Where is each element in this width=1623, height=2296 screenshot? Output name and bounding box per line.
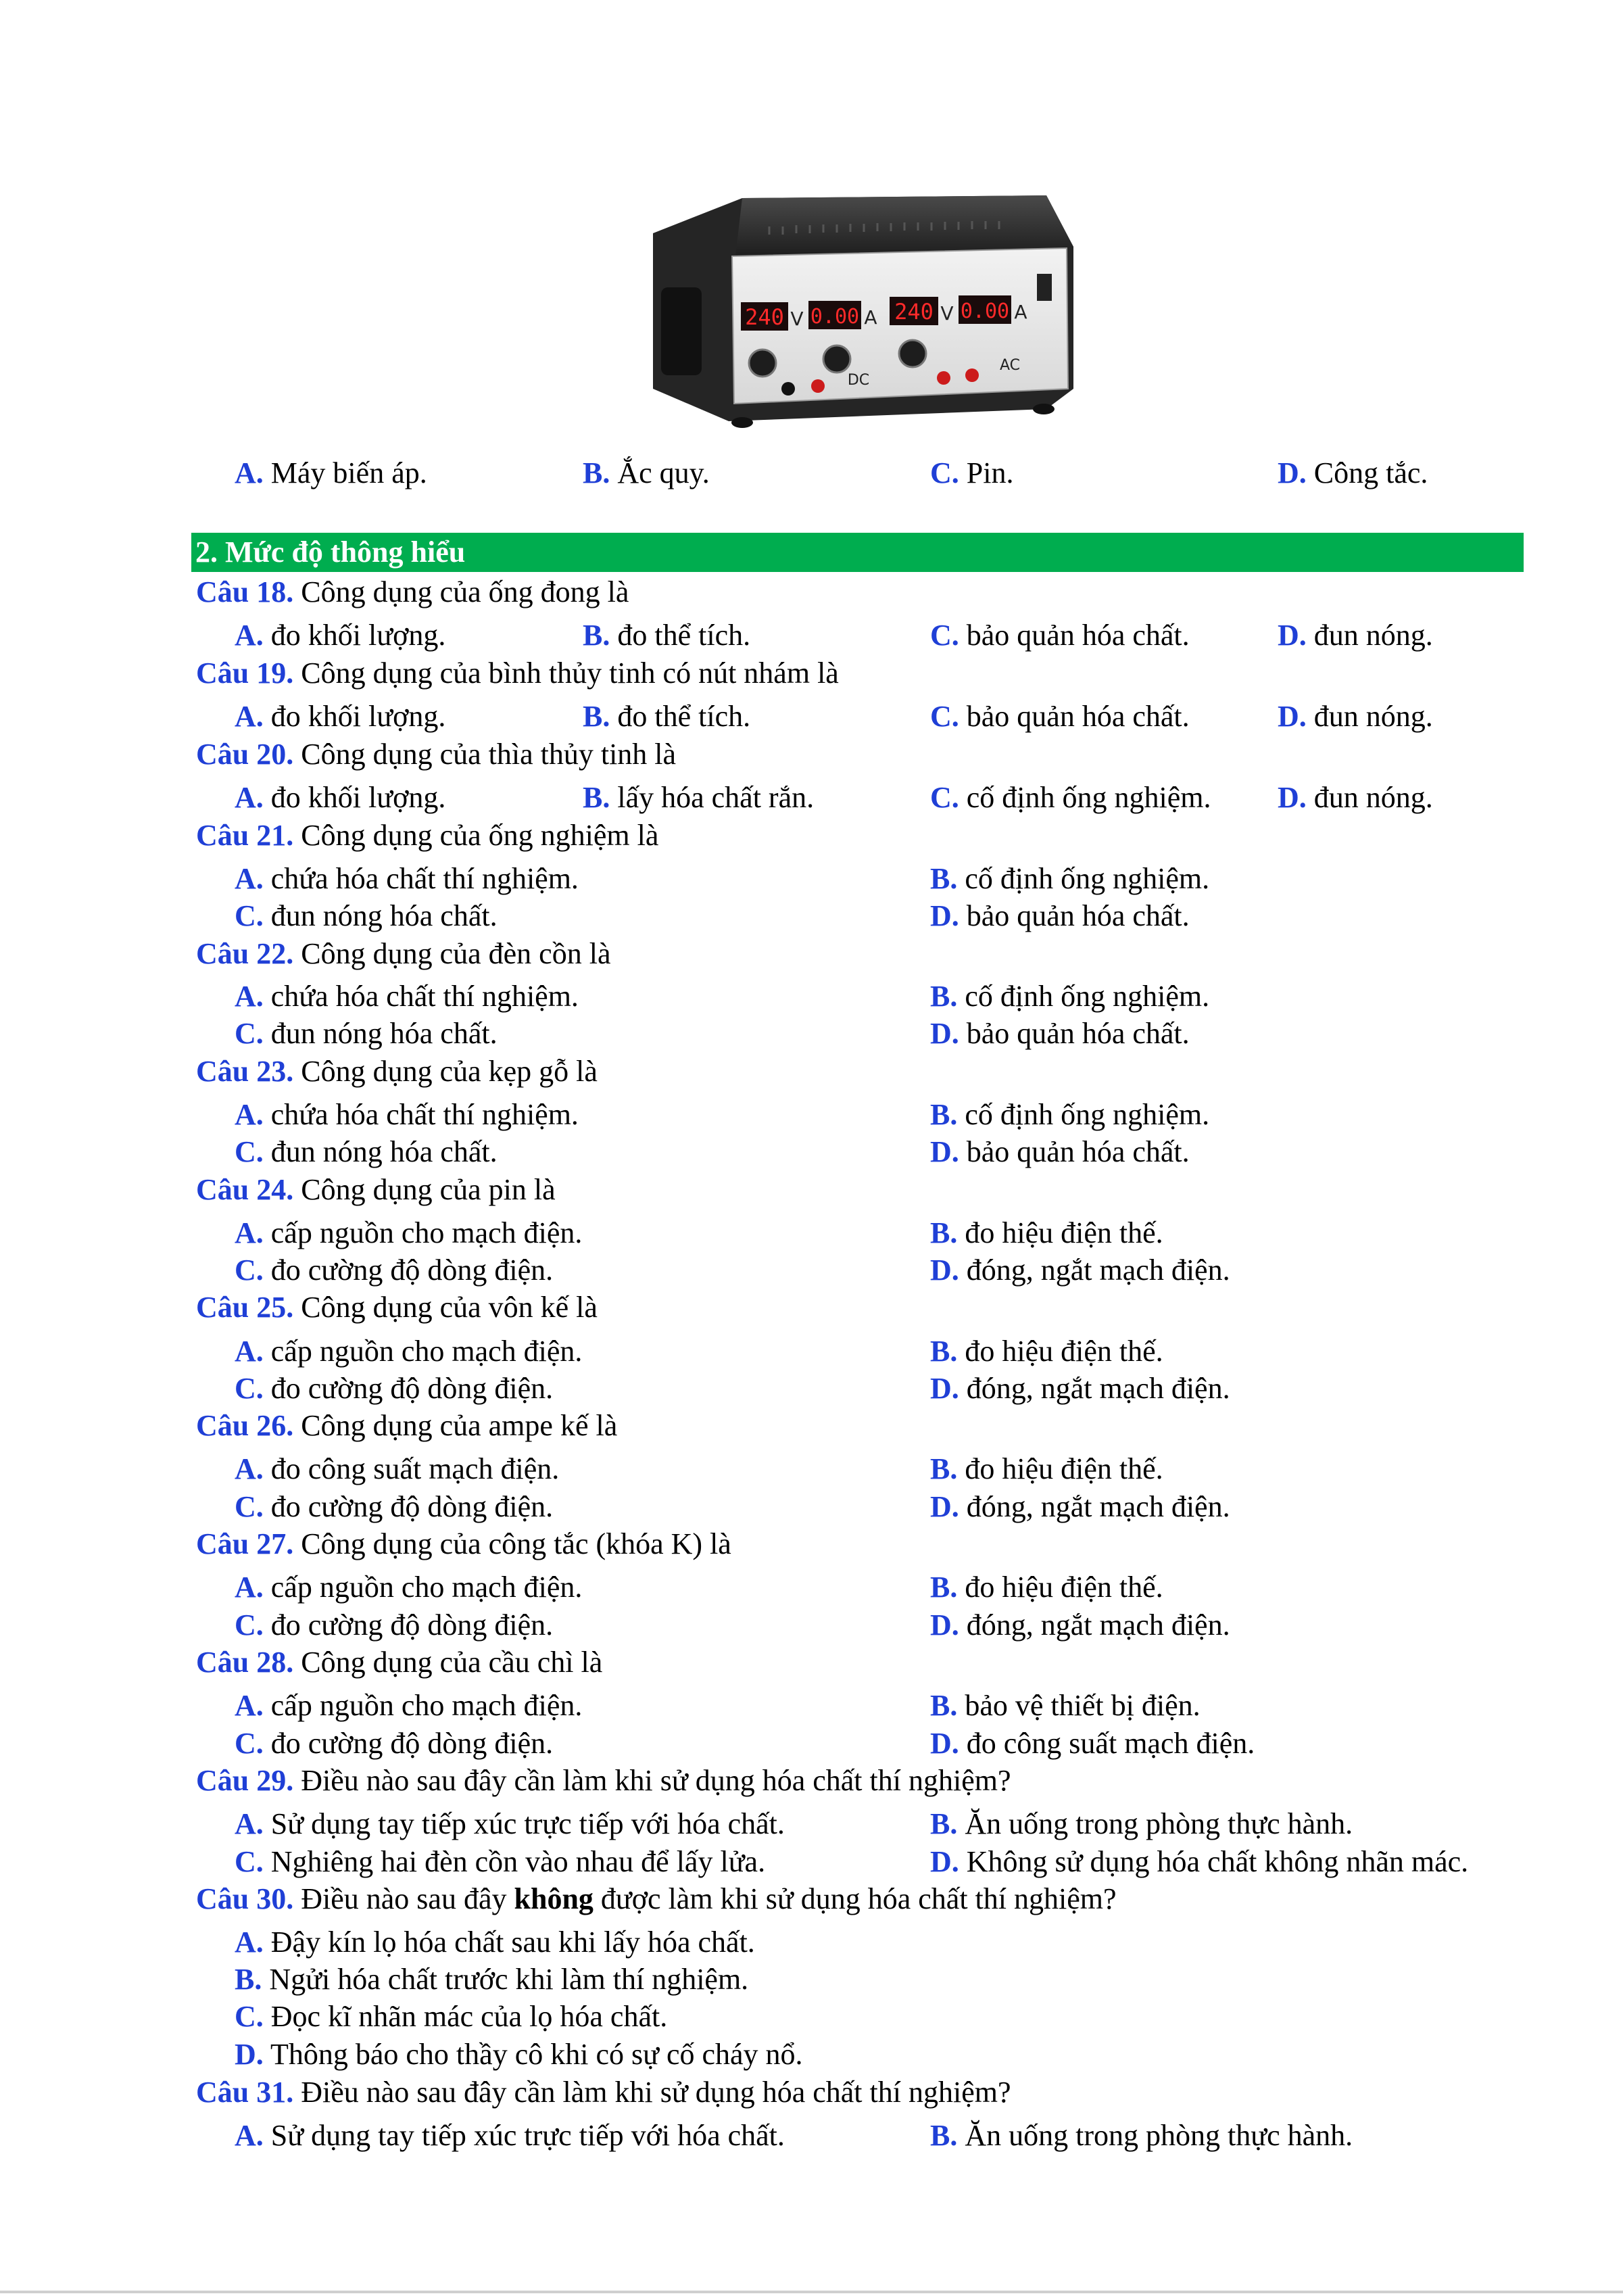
left-current-readout: 0.00 (810, 305, 860, 329)
question-29-options-row2 (0, 1843, 1623, 1881)
question-25: Câu 25. Công dụng của vôn kế là (196, 1291, 598, 1324)
option-c[interactable]: C. bảo quản hóa chất. (930, 619, 1190, 652)
right-current-readout: 0.00 (960, 300, 1010, 323)
section-heading: 2. Mức độ thông hiểu (191, 533, 1524, 572)
q17-option-c[interactable]: C. Pin. (930, 456, 1014, 489)
question-26: Câu 26. Công dụng của ampe kế là (196, 1409, 618, 1442)
option-a[interactable]: A. Sử dụng tay tiếp xúc trực tiếp với hóa chất. (235, 1807, 785, 1840)
question-26-options-row2 (0, 1488, 1623, 1526)
q17-options (0, 454, 1623, 492)
option-a[interactable]: A. đo khối lượng. (235, 619, 446, 652)
question-23-options-row1 (0, 1096, 1623, 1134)
question-30-option-c[interactable]: C. Đọc kĩ nhãn mác của lọ hóa chất. (235, 2000, 668, 2033)
option-d[interactable]: D. đo công suất mạch điện. (930, 1727, 1255, 1760)
option-c[interactable]: C. đo cường độ dòng điện. (235, 1727, 554, 1760)
emphasis-not: không (514, 1882, 594, 1915)
option-b[interactable]: B. cố định ống nghiệm. (930, 1098, 1210, 1131)
question-29-options-row1 (0, 1805, 1623, 1843)
option-b[interactable]: B. bảo vệ thiết bị điện. (930, 1689, 1201, 1722)
option-d[interactable]: D. đun nóng. (1278, 781, 1433, 814)
option-d[interactable]: D. đun nóng. (1278, 700, 1433, 733)
question-23-options-row2 (0, 1133, 1623, 1171)
question-19-options (0, 698, 1623, 736)
question-21-options-row1 (0, 860, 1623, 898)
option-d[interactable]: D. bảo quản hóa chất. (930, 899, 1190, 932)
option-a[interactable]: A. đo khối lượng. (235, 700, 446, 733)
option-b[interactable]: B. Ăn uống trong phòng thực hành. (930, 1807, 1353, 1840)
question-30: Câu 30. Điều nào sau đây không được làm khi sử dụng hóa chất thí nghiệm? (196, 1882, 1117, 1915)
option-d[interactable]: D. đóng, ngắt mạch điện. (930, 1490, 1230, 1523)
question-31: Câu 31. Điều nào sau đây cần làm khi sử dụng hóa chất thí nghiệm? (196, 2076, 1011, 2109)
right-voltage-readout: 240 (894, 299, 934, 325)
page-bottom-rule (0, 2291, 1623, 2293)
option-a[interactable]: A. cấp nguồn cho mạch điện. (235, 1335, 583, 1368)
question-31-options-row1 (0, 2117, 1623, 2155)
svg-text:A: A (864, 306, 877, 329)
question-24-options-row1 (0, 1214, 1623, 1252)
question-22-options-row1 (0, 978, 1623, 1015)
option-d[interactable]: D. bảo quản hóa chất. (930, 1017, 1190, 1050)
svg-text:V: V (790, 308, 804, 330)
svg-text:A: A (1014, 301, 1027, 323)
option-c[interactable]: C. đo cường độ dòng điện. (235, 1608, 554, 1642)
option-d[interactable]: D. đóng, ngắt mạch điện. (930, 1608, 1230, 1642)
question-18-options (0, 617, 1623, 654)
option-c[interactable]: C. đun nóng hóa chất. (235, 899, 498, 932)
question-27-options-row1 (0, 1569, 1623, 1606)
option-d[interactable]: D. đóng, ngắt mạch điện. (930, 1253, 1230, 1287)
q17-option-b[interactable]: B. Ắc quy. (583, 456, 710, 489)
option-c[interactable]: C. đo cường độ dòng điện. (235, 1372, 554, 1405)
option-c[interactable]: C. bảo quản hóa chất. (930, 700, 1190, 733)
question-28: Câu 28. Công dụng của cầu chì là (196, 1646, 603, 1679)
question-20-options (0, 779, 1623, 817)
option-b[interactable]: B. đo thể tích. (583, 700, 751, 733)
question-26-options-row1 (0, 1450, 1623, 1488)
question-24: Câu 24. Công dụng của pin là (196, 1173, 556, 1206)
option-b[interactable]: B. đo hiệu điện thế. (930, 1452, 1163, 1485)
question-25-options-row1 (0, 1333, 1623, 1370)
question-30-option-a[interactable]: A. Đậy kín lọ hóa chất sau khi lấy hóa chất. (235, 1926, 755, 1959)
question-28-options-row1 (0, 1687, 1623, 1725)
question-24-options-row2 (0, 1251, 1623, 1289)
question-27: Câu 27. Công dụng của công tắc (khóa K) là (196, 1527, 731, 1560)
question-28-options-row2 (0, 1725, 1623, 1763)
question-21: Câu 21. Công dụng của ống nghiệm là (196, 819, 659, 852)
option-a[interactable]: A. cấp nguồn cho mạch điện. (235, 1216, 583, 1249)
option-c[interactable]: C. đun nóng hóa chất. (235, 1135, 498, 1168)
option-d[interactable]: D. đun nóng. (1278, 619, 1433, 652)
question-23: Câu 23. Công dụng của kẹp gỗ là (196, 1055, 598, 1088)
power-supply-image (641, 186, 1084, 435)
option-c[interactable]: C. đun nóng hóa chất. (235, 1017, 498, 1050)
option-a[interactable]: A. Sử dụng tay tiếp xúc trực tiếp với hóa chất. (235, 2119, 785, 2152)
option-d[interactable]: D. đóng, ngắt mạch điện. (930, 1372, 1230, 1405)
option-c[interactable]: C. đo cường độ dòng điện. (235, 1490, 554, 1523)
option-a[interactable]: A. đo công suất mạch điện. (235, 1452, 560, 1485)
option-c[interactable]: C. Nghiêng hai đèn cồn vào nhau để lấy lửa. (235, 1845, 766, 1878)
question-22: Câu 22. Công dụng của đèn cồn là (196, 937, 611, 970)
left-voltage-readout: 240 (745, 304, 784, 330)
svg-text:DC: DC (847, 372, 870, 389)
question-19: Câu 19. Công dụng của bình thủy tinh có nút nhám là (196, 656, 839, 690)
option-b[interactable]: B. lấy hóa chất rắn. (583, 781, 815, 814)
question-29: Câu 29. Điều nào sau đây cần làm khi sử dụng hóa chất thí nghiệm? (196, 1764, 1011, 1797)
q17-option-d[interactable]: D. Công tắc. (1278, 456, 1428, 489)
option-b[interactable]: B. đo thể tích. (583, 619, 751, 652)
option-a[interactable]: A. cấp nguồn cho mạch điện. (235, 1689, 583, 1722)
option-a[interactable]: A. chứa hóa chất thí nghiệm. (235, 1098, 579, 1131)
option-c[interactable]: C. đo cường độ dòng điện. (235, 1253, 554, 1287)
svg-text:V: V (940, 302, 954, 325)
option-a[interactable]: A. đo khối lượng. (235, 781, 446, 814)
question-30-option-d[interactable]: D. Thông báo cho thầy cô khi có sự cố cháy nổ. (235, 2038, 803, 2071)
q17-option-a[interactable]: A. Máy biến áp. (235, 456, 427, 489)
question-22-options-row2 (0, 1015, 1623, 1053)
option-b[interactable]: B. cố định ống nghiệm. (930, 980, 1210, 1013)
option-d[interactable]: D. bảo quản hóa chất. (930, 1135, 1190, 1168)
option-a[interactable]: A. cấp nguồn cho mạch điện. (235, 1571, 583, 1604)
question-18: Câu 18. Công dụng của ống đong là (196, 575, 629, 608)
option-a[interactable]: A. chứa hóa chất thí nghiệm. (235, 862, 579, 895)
option-b[interactable]: B. đo hiệu điện thế. (930, 1216, 1163, 1249)
option-d[interactable]: D. Không sử dụng hóa chất không nhãn mác. (930, 1845, 1469, 1878)
question-30-option-b[interactable]: B. Ngửi hóa chất trước khi làm thí nghiệm. (235, 1963, 749, 1996)
option-a[interactable]: A. chứa hóa chất thí nghiệm. (235, 980, 579, 1013)
question-27-options-row2 (0, 1606, 1623, 1644)
option-b[interactable]: B. Ăn uống trong phòng thực hành. (930, 2119, 1353, 2152)
option-b[interactable]: B. cố định ống nghiệm. (930, 862, 1210, 895)
svg-text:AC: AC (999, 357, 1021, 374)
option-b[interactable]: B. đo hiệu điện thế. (930, 1335, 1163, 1368)
question-25-options-row2 (0, 1370, 1623, 1408)
option-b[interactable]: B. đo hiệu điện thế. (930, 1571, 1163, 1604)
question-21-options-row2 (0, 897, 1623, 935)
question-20: Câu 20. Công dụng của thìa thủy tinh là (196, 738, 677, 771)
option-c[interactable]: C. cố định ống nghiệm. (930, 781, 1211, 814)
